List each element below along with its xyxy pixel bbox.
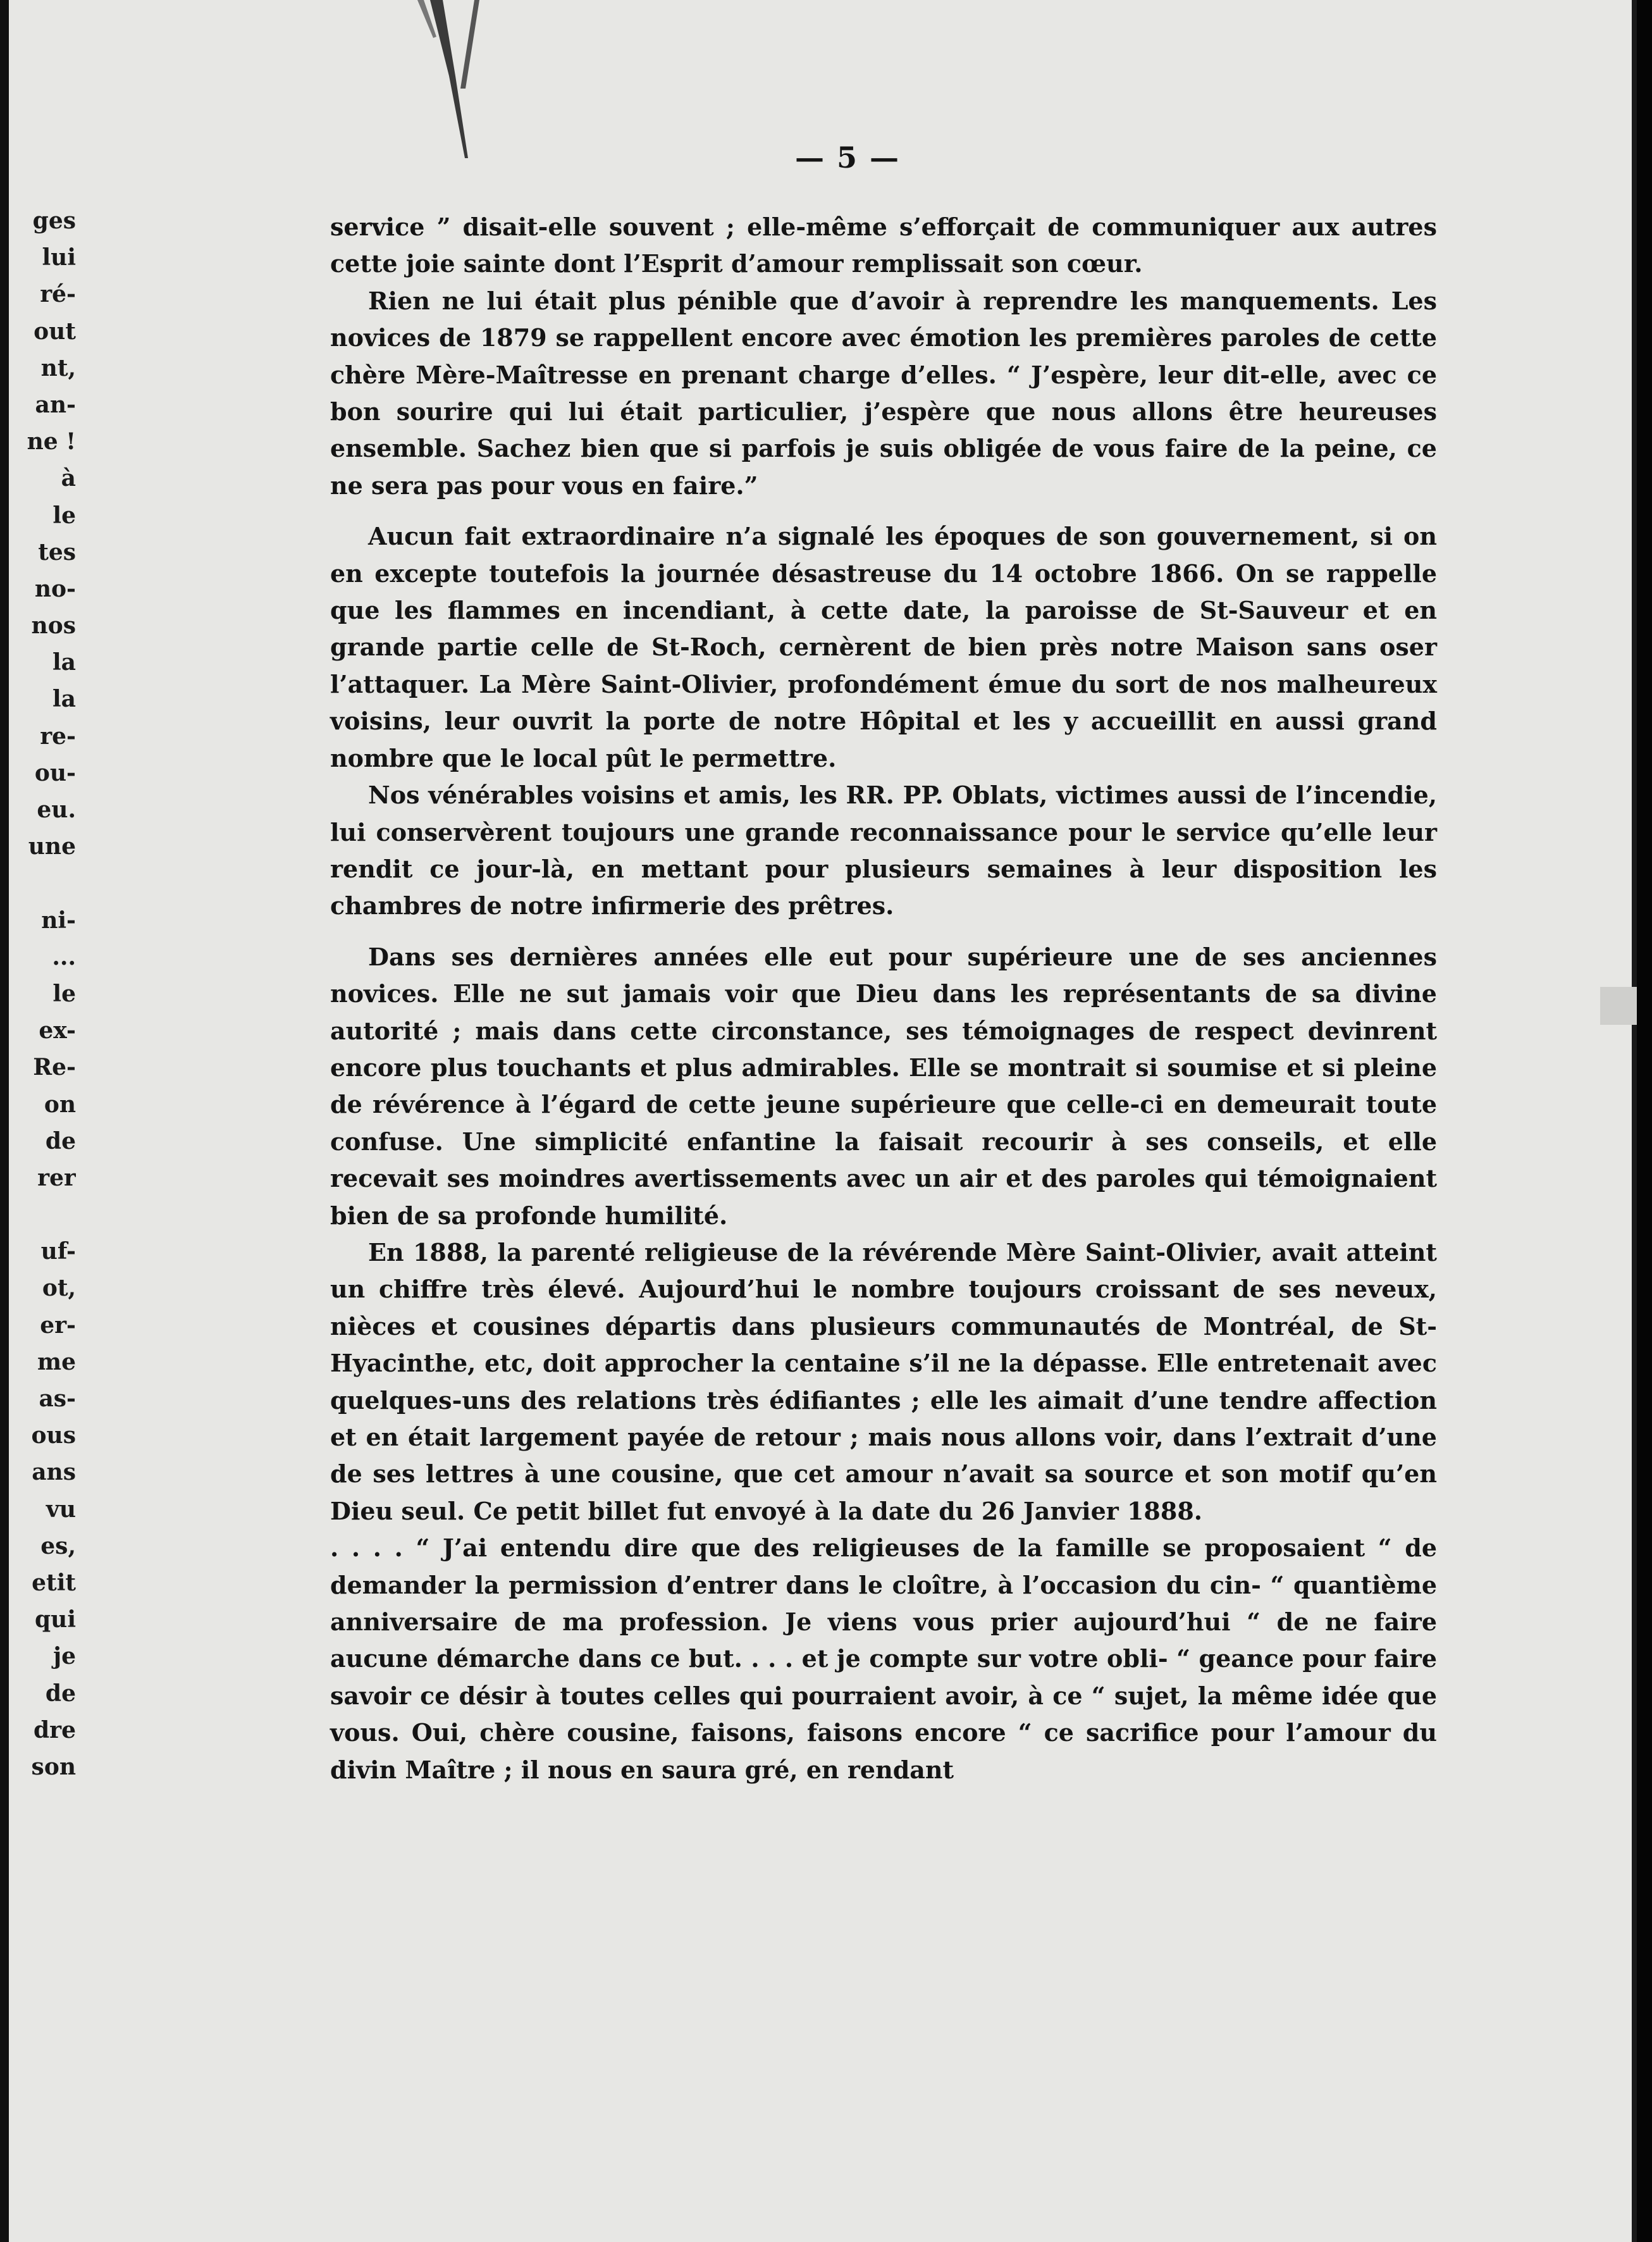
fragment-line: re- [40,722,76,750]
fragment-line: out [34,318,76,345]
page-number: — 5 — [794,140,901,175]
fragment-line: le [52,980,76,1007]
paragraph: service ” disait-elle souvent ; elle-même s’efforçait de communiquer aux autres cette joie sainte dont l’Esprit d’amour remplissait son cœur. [330,213,1437,278]
paper-edge-notch [1600,987,1637,1025]
fragment-line: qui [34,1606,76,1633]
fragment-line: er- [40,1311,76,1339]
fragment-line: ex- [39,1017,76,1044]
fragment-line: ni- [41,907,76,934]
paper-tear-mark [405,0,500,164]
fragment-line: ans [32,1459,76,1486]
fragment-line: as- [39,1385,76,1412]
fragment-line: de [45,1127,76,1155]
fragment-line: dre [33,1716,76,1743]
fragment-line: vu [46,1496,76,1523]
fragment-line: ot, [42,1275,76,1302]
fragment-line: ne ! [27,428,76,455]
fragment-line: son [31,1753,76,1780]
fragment-line [6,1196,76,1233]
fragment-line: je [53,1643,76,1670]
fragment-line: la [52,649,76,676]
fragment-line: ous [31,1422,76,1449]
fragment-line: etit [32,1569,76,1596]
fragment-line: on [44,1091,76,1118]
fragment-line: no- [34,575,76,602]
fragment-line: ré- [40,281,76,308]
paragraph: Nos vénérables voisins et amis, les RR. PP. Oblats, victimes aussi de l’incendie, lui conservèrent toujours une grande reconnaissance pour le service qu’elle leur rendit ce jour-là, en mettant pour plusieurs semaines à leur disposition les chambres de notre infirmerie des prêtres. [330,781,1437,920]
paragraph: Rien ne lui était plus pénible que d’avoir à reprendre les manquements. Les novices de 1879 se rappellent encore avec émotion les premières paroles de cette chère Mère-Maîtresse en prenant charge d’elles. “ J’espère, leur dit-elle, avec ce bon sourire qui lui était particulier, j’espère que nous allons être heureuses ensemble. Sachez bien que si parfois je suis obligée de vous faire de la peine, ce ne sera pas pour vous en faire.” [330,286,1437,500]
body-text [330,209,1437,1788]
fragment-line [6,865,76,901]
fragment-line: ou- [34,759,76,786]
fragment-line: à [61,465,76,492]
fragment-line: an- [35,391,76,418]
fragment-line: me [37,1348,76,1375]
fragment-line: le [52,502,76,529]
fragment-line: la [52,686,76,713]
fragment-line: rer [37,1164,76,1191]
fragment-line: tes [38,538,76,566]
paragraph: Aucun fait extraordinaire n’a signalé les époques de son gouvernement, si on en excepte toutefois la journée désastreuse du 14 octobre 1866. On se rappelle que les flammes en incendiant, à cette date, la paroisse de St-Sauveur et en grande partie celle de St-Roch, cernèrent de bien près notre Maison sans oser l’attaquer. La Mère Saint-Olivier, profondément émue du sort de nos malheureux voisins, leur ouvrit la porte de notre Hôpital et les y accueillit en aussi grand nombre que le local pût le permettre. [330,522,1437,772]
fragment-line: uf- [40,1238,76,1265]
fragment-line: es, [40,1532,76,1559]
paragraph: Dans ses dernières années elle eut pour supérieure une de ses anciennes novices. Elle ne sut jamais voir que Dieu dans les représentants de sa divine autorité ; mais dans cette circonstance, ses témoignages de respect devinrent encore plus touchants et plus admirables. Elle se montrait si soumise et si pleine de révérence à l’égard de cette jeune supérieure que celle-ci en demeurait toute confuse. Une simplicité enfantine la faisait recourir à ses conseils, et elle recevait ses moindres avertissements avec un air et des paroles qui témoignaient bien de sa profonde humilité. [330,942,1437,1230]
fragment-line: nt, [40,354,76,381]
previous-page-fragments [6,202,76,1785]
fragment-line: Re- [33,1054,76,1081]
fragment-line: ges [32,207,76,234]
paragraph: En 1888, la parenté religieuse de la révérende Mère Saint-Olivier, avait atteint un chiffre très élevé. Aujourd’hui le nombre toujours croissant de ses neveux, nièces et cousines départis dans plusieurs communautés de Montréal, de St-Hyacinthe, etc, doit approcher la centaine s’il ne la dépasse. Elle entretenait avec quelques-uns des relations très édifiantes ; elle les aimait d’une tendre affection et en était largement payée de retour ; mais nous allons voir, dans l’extrait d’une de ses lettres à une cousine, que cet amour n’avait sa source et son motif qu’en Dieu seul. Ce petit billet fut envoyé à la date du 26 Janvier 1888. [330,1237,1437,1525]
letter-quote: . . . . “ J’ai entendu dire que des religieuses de la famille se proposaient “ de demander la permission d’entrer dans le cloître, à l’occasion du cin- “ quantième anniversaire de ma profession. Je viens vous prier aujourd’hui “ de ne faire aucune démarche dans ce but. . . . et je compte sur votre obli- “ geance pour faire savoir ce désir à toutes celles qui pourraient avoir, à ce “ sujet, la même idée que vous. Oui, chère cousine, faisons, faisons encore “ ce sacrifice pour l’amour du divin Maître ; il nous en saura gré, en rendant [330,1533,1437,1784]
fragment-line: une [28,833,76,860]
fragment-line: de [45,1680,76,1707]
fragment-line: nos [31,612,76,640]
fragment-line: lui [42,244,76,271]
fragment-line: eu. [37,796,76,823]
fragment-line: ... [52,943,76,970]
